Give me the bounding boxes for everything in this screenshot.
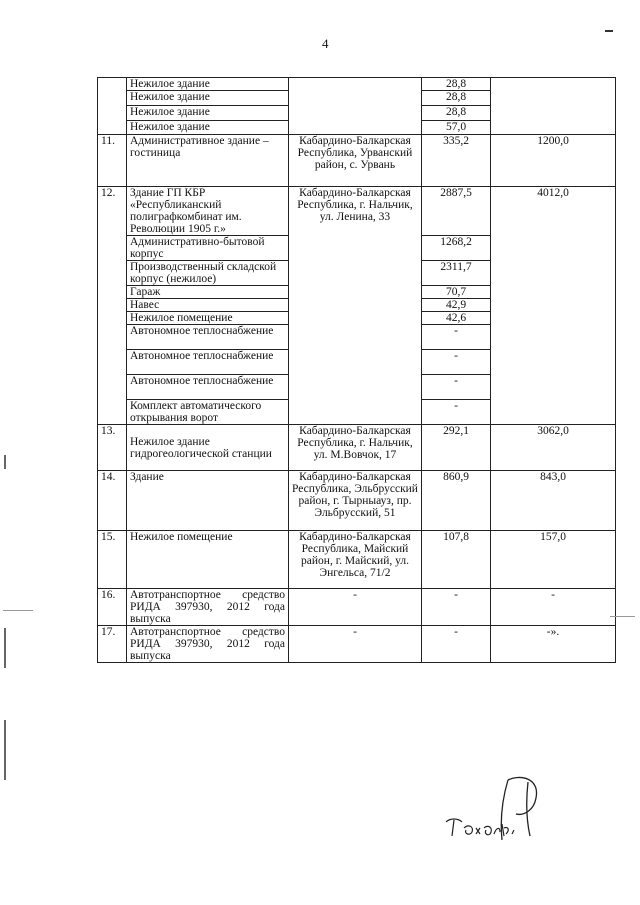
object-name: Автономное теплоснабжение — [127, 325, 289, 350]
object-address: - — [289, 626, 422, 663]
scan-artifact — [4, 455, 6, 469]
object-area: 1268,2 — [422, 236, 491, 261]
scan-artifact — [605, 30, 613, 32]
object-name: Нежилое здание — [127, 78, 289, 91]
object-area: - — [422, 400, 491, 425]
table-row — [98, 425, 616, 471]
object-name: Нежилое помещение — [127, 531, 289, 589]
table-row — [98, 187, 616, 236]
object-value: 157,0 — [491, 531, 616, 589]
table-row — [98, 626, 616, 663]
object-value: -». — [491, 626, 616, 663]
object-area: 2887,5 — [422, 187, 491, 236]
object-value: - — [491, 589, 616, 626]
row-number: 11. — [98, 135, 127, 187]
object-address: Кабардино-Балкарская Республика, Эльбрусский район, г. Тырныауз, пр. Эльбрусский, 51 — [289, 471, 422, 531]
object-area: - — [422, 589, 491, 626]
table-row — [98, 78, 616, 91]
object-area: 335,2 — [422, 135, 491, 187]
scan-artifact — [3, 610, 33, 611]
object-area: 28,8 — [422, 78, 491, 91]
object-area: - — [422, 626, 491, 663]
object-area: 42,9 — [422, 299, 491, 312]
row-number: 13. — [98, 425, 127, 471]
page-number: 4 — [322, 36, 329, 51]
row-number: 16. — [98, 589, 127, 626]
object-area: 107,8 — [422, 531, 491, 589]
object-area: 70,7 — [422, 286, 491, 299]
object-name: Автотранспортное средство РИДА 397930, 2012 года выпуска — [127, 589, 289, 626]
object-value: 1200,0 — [491, 135, 616, 187]
object-name: Нежилое здание — [127, 91, 289, 106]
object-address — [289, 78, 422, 135]
property-table — [97, 77, 616, 663]
object-address: Кабардино-Балкарская Республика, Майский район, г. Майский, ул. Энгельса, 71/2 — [289, 531, 422, 589]
object-area: 2311,7 — [422, 261, 491, 286]
scan-artifact — [610, 616, 635, 617]
object-name: Автотранспортное средство РИДА 397930, 2012 года выпуска — [127, 626, 289, 663]
row-number: 14. — [98, 471, 127, 531]
object-area: 292,1 — [422, 425, 491, 471]
object-name: Производственный складской корпус (нежилое) — [127, 261, 289, 286]
object-area: 860,9 — [422, 471, 491, 531]
object-name: Административно-бытовой корпус — [127, 236, 289, 261]
object-address: - — [289, 589, 422, 626]
scan-artifact — [4, 628, 6, 668]
object-area: 28,8 — [422, 106, 491, 121]
object-name: Автономное теплоснабжение — [127, 350, 289, 375]
object-area: - — [422, 350, 491, 375]
scan-artifact — [4, 720, 6, 780]
table-row — [98, 531, 616, 589]
object-value: 843,0 — [491, 471, 616, 531]
object-area: - — [422, 325, 491, 350]
row-number: 12. — [98, 187, 127, 425]
object-name: Здание ГП КБР «Республиканский полиграфкомбинат им. Революции 1905 г.» — [127, 187, 289, 236]
object-area: - — [422, 375, 491, 400]
object-name: Нежилое помещение — [127, 312, 289, 325]
object-name: Нежилое здание гидрогеологической станции — [127, 425, 289, 471]
object-name: Нежилое здание — [127, 121, 289, 135]
object-name: Гараж — [127, 286, 289, 299]
table-row — [98, 135, 616, 187]
object-area: 28,8 — [422, 91, 491, 106]
object-value — [491, 78, 616, 135]
object-area: 57,0 — [422, 121, 491, 135]
object-address: Кабардино-Балкарская Республика, Урванский район, с. Урвань — [289, 135, 422, 187]
object-area: 42,6 — [422, 312, 491, 325]
signature — [440, 770, 550, 850]
object-name: Навес — [127, 299, 289, 312]
table-row — [98, 471, 616, 531]
object-value: 4012,0 — [491, 187, 616, 425]
object-name: Нежилое здание — [127, 106, 289, 121]
object-name: Административное здание – гостиница — [127, 135, 289, 187]
object-address: Кабардино-Балкарская Республика, г. Нальчик, ул. Ленина, 33 — [289, 187, 422, 425]
object-name: Комплект автоматического открывания ворот — [127, 400, 289, 425]
object-value: 3062,0 — [491, 425, 616, 471]
object-name: Здание — [127, 471, 289, 531]
object-name: Автономное теплоснабжение — [127, 375, 289, 400]
row-number: 17. — [98, 626, 127, 663]
row-number: 15. — [98, 531, 127, 589]
object-address: Кабардино-Балкарская Республика, г. Нальчик, ул. М.Вовчок, 17 — [289, 425, 422, 471]
row-number — [98, 78, 127, 135]
table-row — [98, 589, 616, 626]
